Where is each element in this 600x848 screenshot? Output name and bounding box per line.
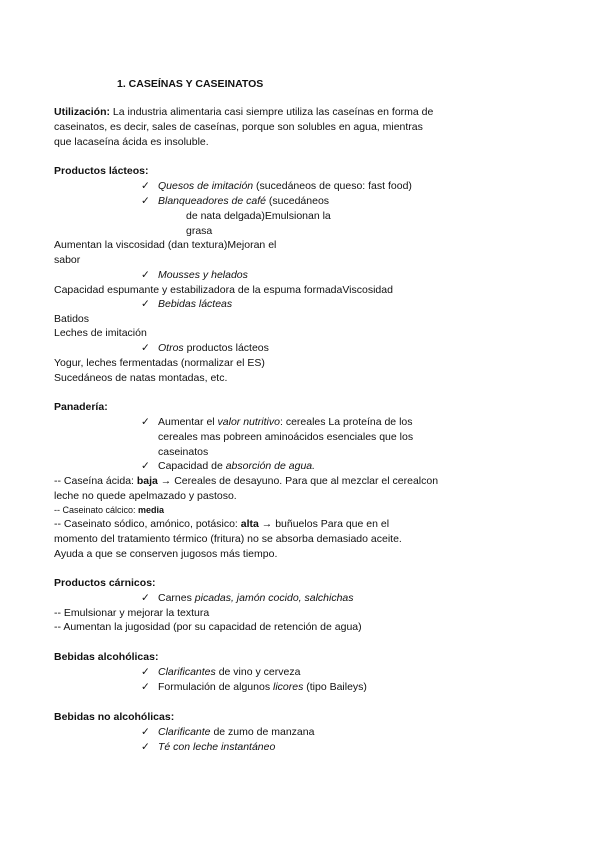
- lacteos-line-d: Batidos: [54, 313, 90, 325]
- lacteos-item-1: [141, 179, 412, 193]
- check-icon: ✓: [141, 666, 150, 678]
- panaderia-line-3-a: -- Caseinato cálcico:: [54, 505, 139, 515]
- check-icon: ✓: [141, 726, 150, 738]
- carnicos-item-1-italic: picadas, jamón cocido, salchichas: [194, 592, 354, 604]
- lacteos-line-f: Yogur, leches fermentadas (normalizar el ES): [54, 357, 265, 369]
- check-icon: ✓: [141, 681, 150, 693]
- page-title: 1. CASEÍNAS Y CASEINATOS: [117, 78, 264, 90]
- check-icon: ✓: [141, 416, 150, 428]
- check-icon: ✓: [141, 460, 150, 472]
- panaderia-line-3-b: media: [138, 505, 165, 515]
- noalcoholicas-item-2: [141, 740, 275, 754]
- noalcoholicas-item-1: [141, 725, 314, 739]
- alcoholicas-item-1-italic: Clarificantes: [158, 666, 216, 678]
- panaderia-line-5: momento del tratamiento térmico (fritura) no se absorba demasiado aceite.: [54, 533, 402, 545]
- panaderia-item-1: [141, 415, 413, 429]
- lacteos-item-5-italic: Otros: [158, 342, 184, 354]
- lacteos-item-3-italic: Mousses y helados: [158, 269, 248, 281]
- lacteos-item-2-text: (sucedáneos: [266, 195, 330, 207]
- lacteos-item-2: [141, 194, 329, 208]
- noalcoholicas-item-1-text: de zumo de manzana: [210, 726, 315, 738]
- panaderia-item-1-line-3: caseinatos: [158, 446, 209, 458]
- utilizacion-line-2: caseinatos, es decir, sales de caseínas, porque son solubles en agua, mientras: [54, 121, 423, 133]
- panaderia-item-1-a: Aumentar el: [158, 416, 218, 428]
- panaderia-line-1-a: -- Caseína ácida:: [54, 475, 137, 487]
- lacteos-item-2-line-2: de nata delgada)Emulsionan la: [186, 210, 331, 222]
- alcoholicas-item-2-italic: licores: [272, 681, 304, 693]
- carnicos-line-1: -- Emulsionar y mejorar la textura: [54, 607, 210, 619]
- check-icon: ✓: [141, 269, 150, 281]
- utilizacion-label: Utilización:: [54, 106, 111, 118]
- utilizacion-line-3: que lacaseína ácida es insoluble.: [54, 136, 209, 148]
- lacteos-item-3: [141, 268, 248, 282]
- noalcoholicas-item-1-italic: Clarificante: [158, 726, 211, 738]
- alcoholicas-item-2-text: (tipo Baileys): [303, 681, 367, 693]
- carnicos-heading: Productos cárnicos:: [54, 577, 156, 589]
- alcoholicas-heading: Bebidas alcohólicas:: [54, 651, 159, 663]
- lacteos-item-4-italic: Bebidas lácteas: [158, 298, 233, 310]
- lacteos-item-2-line-3: grasa: [186, 225, 213, 237]
- panaderia-item-1-italic: valor nutritivo: [217, 416, 280, 428]
- lacteos-item-5-text: productos lácteos: [183, 342, 269, 354]
- lacteos-item-1-text: (sucedáneos de queso: fast food): [253, 180, 412, 192]
- lacteos-line-a: Aumentan la viscosidad (dan textura)Mejoran el: [54, 239, 277, 251]
- noalcoholicas-heading: Bebidas no alcohólicas:: [54, 711, 175, 723]
- panaderia-line-4-a: -- Caseinato sódico, amónico, potásico:: [54, 518, 241, 530]
- lacteos-line-b: sabor: [54, 254, 81, 266]
- check-icon: ✓: [141, 298, 150, 310]
- check-icon: ✓: [141, 741, 150, 753]
- lacteos-heading: Productos lácteos:: [54, 165, 149, 177]
- panaderia-item-2: [141, 459, 315, 473]
- noalcoholicas-item-2-italic: Té con leche instantáneo: [158, 741, 276, 753]
- panaderia-line-3: [54, 503, 164, 517]
- check-icon: ✓: [141, 342, 150, 354]
- panaderia-line-4-b: alta: [240, 518, 259, 530]
- panaderia-item-2-italic: absorción de agua.: [225, 460, 316, 472]
- utilizacion-text-1: La industria alimentaria casi siempre utiliza las caseínas en forma de: [110, 106, 434, 118]
- utilizacion-line-1: [54, 105, 433, 119]
- panaderia-line-4-c: → buñuelos Para que en el: [258, 518, 390, 530]
- check-icon: ✓: [141, 592, 150, 604]
- panaderia-line-1-b: baja: [136, 475, 158, 487]
- lacteos-line-e: Leches de imitación: [54, 327, 147, 339]
- panaderia-item-1-line-2: cereales mas pobreen aminoácidos esenciales que los: [158, 431, 414, 443]
- panaderia-line-4: [54, 517, 389, 531]
- panaderia-heading: Panadería:: [54, 401, 108, 413]
- panaderia-line-1: [54, 474, 438, 488]
- panaderia-line-6: Ayuda a que se conserven jugosos más tiempo.: [54, 548, 278, 560]
- lacteos-item-4: [141, 297, 232, 311]
- check-icon: ✓: [141, 180, 150, 192]
- check-icon: ✓: [141, 195, 150, 207]
- lacteos-line-g: Sucedáneos de natas montadas, etc.: [54, 372, 228, 384]
- lacteos-line-c: Capacidad espumante y estabilizadora de la espuma formadaViscosidad: [54, 284, 393, 296]
- panaderia-item-1-b: : cereales La proteína de los: [279, 416, 413, 428]
- carnicos-line-2: -- Aumentan la jugosidad (por su capacidad de retención de agua): [54, 621, 362, 633]
- alcoholicas-item-1: [141, 665, 300, 679]
- carnicos-item-1-a: Carnes: [158, 592, 195, 604]
- panaderia-line-2: leche no quede apelmazado y pastoso.: [54, 490, 237, 502]
- alcoholicas-item-1-text: de vino y cerveza: [215, 666, 301, 678]
- panaderia-item-2-a: Capacidad de: [158, 460, 226, 472]
- alcoholicas-item-2: [141, 680, 367, 694]
- alcoholicas-item-2-a: Formulación de algunos: [158, 681, 273, 693]
- lacteos-item-1-italic: Quesos de imitación: [158, 180, 254, 192]
- lacteos-item-2-italic: Blanqueadores de café: [158, 195, 266, 207]
- lacteos-item-5: [141, 341, 269, 355]
- panaderia-line-1-c: → Cereales de desayuno. Para que al mezclar el cerealcon: [157, 475, 439, 487]
- carnicos-item-1: [141, 591, 354, 605]
